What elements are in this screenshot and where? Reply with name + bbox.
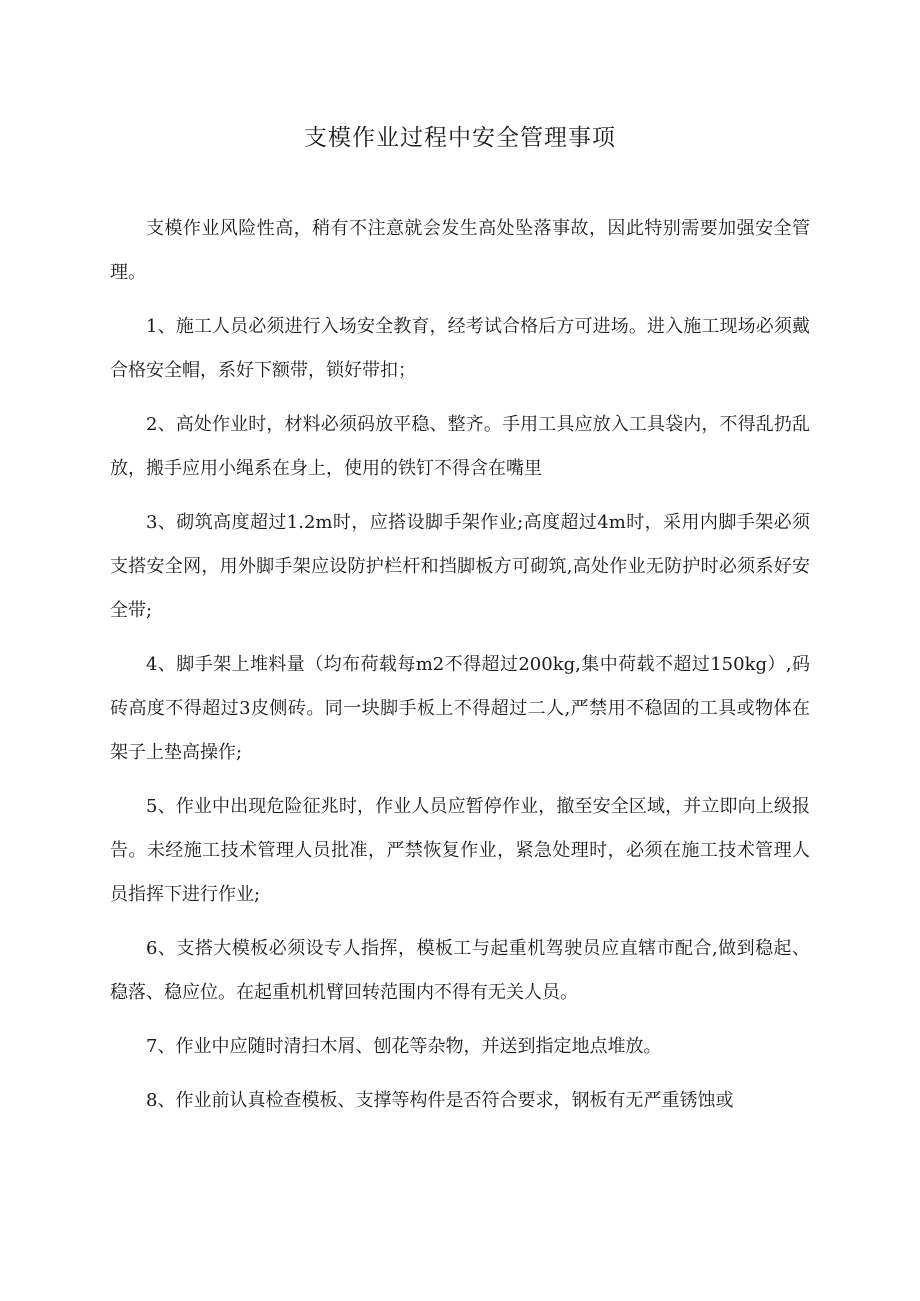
paragraph-item-6: 6、支搭大模板必须设专人指挥，模板工与起重机驾驶员应直辖市配合,做到稳起、稳落、稳应位。在起重机机臂回转范围内不得有无关人员。 <box>110 938 810 1003</box>
document-body <box>110 207 810 1133</box>
document-title: 支模作业过程中安全管理事项 <box>304 125 616 151</box>
paragraph-item-4: 4、脚手架上堆料量（均布荷载每m2不得超过200kg,集中荷载不超过150kg）,码砖高度不得超过3皮侧砖。同一块脚手板上不得超过二人,严禁用不稳固的工具或物体在架子上垫高操作; <box>110 654 810 763</box>
paragraph-item-2: 2、高处作业时，材料必须码放平稳、整齐。手用工具应放入工具袋内，不得乱扔乱放，搬手应用小绳系在身上，使用的铁钉不得含在嘴里 <box>110 414 810 479</box>
paragraph-item-5: 5、作业中出现危险征兆时，作业人员应暂停作业，撤至安全区域，并立即向上级报告。未经施工技术管理人员批准，严禁恢复作业，紧急处理时，必须在施工技术管理人员指挥下进行作业; <box>110 796 810 905</box>
paragraph-item-7: 7、作业中应随时清扫木屑、刨花等杂物，并送到指定地点堆放。 <box>146 1036 662 1057</box>
paragraph-item-8: 8、作业前认真检查模板、支撑等构件是否符合要求，钢板有无严重锈蚀或 <box>146 1090 734 1111</box>
paragraph-item-1: 1、施工人员必须进行入场安全教育，经考试合格后方可进场。进入施工现场必须戴合格安全帽，系好下额带，锁好带扣； <box>110 316 810 381</box>
paragraph-intro: 支模作业风险性高，稍有不注意就会发生高处坠落事故，因此特别需要加强安全管理。 <box>110 218 810 283</box>
paragraph-item-3: 3、砌筑高度超过1.2m时，应搭设脚手架作业;高度超过4m时，采用内脚手架必须支搭安全网，用外脚手架应设防护栏杆和挡脚板方可砌筑,高处作业无防护时必须系好安全带; <box>110 512 810 621</box>
